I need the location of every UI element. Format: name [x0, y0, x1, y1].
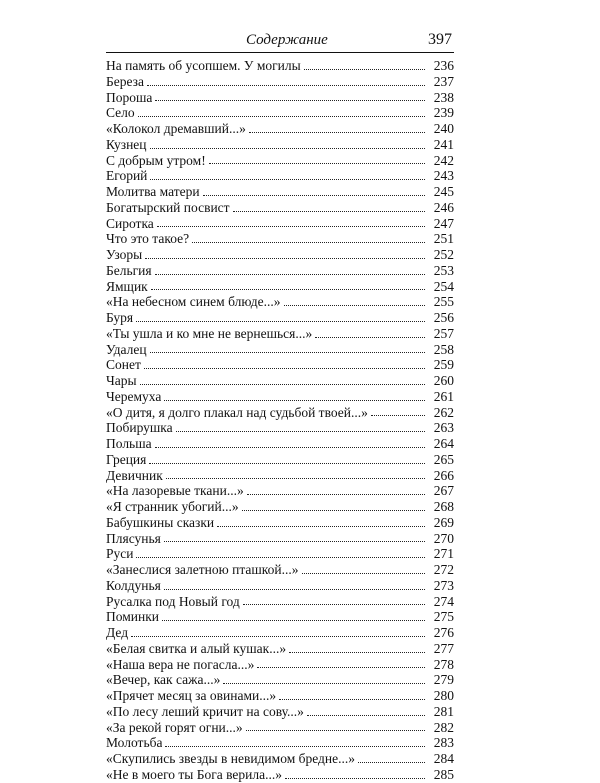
toc-dot-leader: [192, 242, 425, 243]
toc-entry-page: 276: [433, 625, 454, 640]
toc-entry-page: 251: [433, 231, 454, 247]
toc-entry-page: 242: [433, 152, 454, 168]
toc-dot-leader: [247, 494, 425, 495]
toc-dot-leader: [165, 746, 425, 747]
toc-entry-title: «Вечер, как сажа...»: [106, 672, 221, 688]
toc-dot-leader: [147, 85, 425, 86]
page-number: 397: [428, 31, 452, 48]
toc-entry-title: Поминки: [106, 609, 160, 625]
toc-dot-leader: [257, 667, 425, 668]
toc-entry-title: Узоры: [106, 247, 143, 262]
toc-entry: [106, 531, 454, 547]
toc-dot-leader: [203, 195, 425, 196]
toc-dot-leader: [151, 289, 425, 290]
toc-entry: [106, 389, 454, 405]
toc-entry: [106, 562, 454, 578]
toc-entry: [106, 688, 454, 704]
toc-entry: [106, 58, 454, 74]
toc-entry-title: Молотьба: [106, 735, 163, 751]
toc-entry-page: 260: [433, 373, 454, 388]
toc-entry-title: Богатырский посвист: [106, 199, 230, 215]
toc-entry-title: «Скупились звезды в невидимом бредне...»: [106, 751, 355, 766]
toc-entry: [106, 499, 454, 515]
toc-entry: [106, 483, 454, 499]
toc-entry: [106, 310, 454, 326]
toc-entry-title: Руси: [106, 546, 134, 562]
table-of-contents: [106, 58, 454, 783]
toc-dot-leader: [144, 368, 425, 369]
toc-entry-title: Кузнец: [106, 136, 147, 152]
toc-dot-leader: [217, 526, 425, 527]
toc-entry-page: 238: [433, 89, 454, 105]
toc-entry-title: Побирушка: [106, 420, 173, 436]
toc-entry: [106, 74, 454, 90]
toc-entry-title: «По лесу леший кричит на сову...»: [106, 703, 304, 719]
toc-dot-leader: [279, 699, 425, 700]
toc-dot-leader: [302, 573, 426, 574]
toc-entry-page: 268: [433, 499, 454, 514]
toc-entry-title: Плясунья: [106, 530, 161, 546]
toc-dot-leader: [246, 730, 425, 731]
toc-entry-title: Егорий: [106, 168, 148, 184]
toc-entry: [106, 326, 454, 342]
toc-entry-title: Береза: [106, 73, 144, 89]
toc-entry-title: «О дитя, я долго плакал над судьбой твоей...»: [106, 404, 368, 420]
toc-entry-title: Что это такое?: [106, 231, 190, 247]
toc-entry: [106, 231, 454, 247]
toc-entry-title: Русалка под Новый год: [106, 593, 240, 609]
toc-entry: [106, 184, 454, 200]
running-header-title: Содержание: [246, 32, 328, 48]
toc-dot-leader: [307, 715, 425, 716]
toc-entry-title: «Не в моего ты Бога верила...»: [106, 766, 283, 782]
toc-dot-leader: [285, 778, 425, 779]
toc-entry-page: 240: [433, 121, 454, 136]
toc-entry: [106, 672, 454, 688]
toc-dot-leader: [136, 321, 425, 322]
toc-entry-page: 280: [433, 688, 454, 703]
toc-dot-leader: [150, 179, 425, 180]
toc-entry: [106, 657, 454, 673]
toc-dot-leader: [284, 305, 426, 306]
toc-dot-leader: [304, 69, 425, 70]
toc-entry-title: «Ты ушла и ко мне не вернешься...»: [106, 325, 313, 341]
toc-dot-leader: [155, 100, 425, 101]
toc-entry-title: Ямщик: [106, 278, 148, 294]
toc-dot-leader: [233, 211, 425, 212]
toc-entry-page: 246: [433, 199, 454, 215]
toc-entry: [106, 594, 454, 610]
toc-entry-title: Чары: [106, 373, 137, 388]
toc-entry-title: Колдунья: [106, 577, 161, 593]
toc-entry-page: 256: [433, 310, 454, 325]
toc-entry-title: Девичник: [106, 467, 163, 483]
toc-dot-leader: [242, 510, 425, 511]
toc-entry-title: Буря: [106, 310, 134, 325]
toc-dot-leader: [249, 132, 425, 133]
toc-entry-page: 282: [433, 719, 454, 735]
toc-entry-title: Молитва матери: [106, 184, 200, 199]
toc-dot-leader: [157, 226, 425, 227]
toc-entry: [106, 704, 454, 720]
toc-entry-title: С добрым утром!: [106, 152, 206, 168]
toc-dot-leader: [150, 148, 425, 149]
running-header: [106, 30, 454, 53]
toc-entry: [106, 720, 454, 736]
toc-entry-title: «На лазоревые ткани...»: [106, 483, 244, 499]
toc-dot-leader: [140, 384, 425, 385]
toc-entry-page: 270: [433, 530, 454, 546]
toc-entry-page: 239: [433, 105, 454, 121]
toc-entry: [106, 641, 454, 657]
toc-entry-page: 254: [433, 278, 454, 294]
toc-dot-leader: [315, 337, 425, 338]
toc-entry: [106, 105, 454, 121]
toc-entry-title: Удалец: [106, 341, 147, 357]
toc-dot-leader: [155, 274, 425, 275]
toc-entry-page: 264: [433, 436, 454, 451]
toc-entry: [106, 436, 454, 452]
toc-entry-title: «Наша вера не погасла...»: [106, 656, 255, 672]
toc-dot-leader: [150, 352, 425, 353]
toc-entry: [106, 294, 454, 310]
toc-entry: [106, 405, 454, 421]
toc-entry-page: 265: [433, 451, 454, 467]
toc-dot-leader: [155, 447, 425, 448]
toc-entry: [106, 767, 454, 783]
toc-entry-title: Черемуха: [106, 388, 162, 404]
toc-dot-leader: [289, 652, 425, 653]
toc-dot-leader: [209, 163, 425, 164]
toc-entry-title: Греция: [106, 451, 147, 467]
toc-entry-page: 267: [433, 483, 454, 499]
toc-dot-leader: [358, 762, 425, 763]
toc-entry-title: Сиротка: [106, 215, 154, 231]
toc-entry-page: 258: [433, 341, 454, 357]
toc-dot-leader: [223, 683, 425, 684]
toc-entry: [106, 137, 454, 153]
toc-entry-page: 257: [433, 325, 454, 341]
toc-entry-page: 241: [433, 136, 454, 152]
toc-entry: [106, 216, 454, 232]
toc-entry: [106, 609, 454, 625]
toc-entry-page: 245: [433, 184, 454, 199]
toc-entry: [106, 452, 454, 468]
toc-entry-page: 278: [433, 656, 454, 672]
toc-entry-page: 283: [433, 735, 454, 751]
toc-dot-leader: [136, 557, 425, 558]
toc-entry-title: «Белая свитка и алый кушак...»: [106, 640, 287, 656]
toc-entry-title: «За рекой горят огни...»: [106, 719, 243, 735]
toc-entry: [106, 735, 454, 751]
toc-entry-title: Пороша: [106, 89, 153, 105]
toc-entry-page: 281: [433, 703, 454, 719]
toc-entry: [106, 357, 454, 373]
toc-entry: [106, 373, 454, 389]
toc-entry-page: 266: [433, 467, 454, 483]
toc-entry-title: Бельгия: [106, 262, 152, 278]
toc-dot-leader: [166, 478, 425, 479]
toc-entry-title: «Занеслися залетною пташкой...»: [106, 562, 299, 577]
toc-entry-page: 236: [433, 58, 454, 73]
toc-dot-leader: [149, 463, 425, 464]
toc-entry-title: Дед: [106, 625, 129, 640]
toc-entry-title: Бабушкины сказки: [106, 514, 215, 530]
toc-entry-page: 269: [433, 514, 454, 530]
toc-entry: [106, 625, 454, 641]
toc-entry: [106, 546, 454, 562]
toc-entry: [106, 578, 454, 594]
toc-entry-page: 262: [433, 404, 454, 420]
toc-dot-leader: [164, 400, 425, 401]
toc-entry-page: 243: [433, 168, 454, 184]
toc-entry-page: 247: [433, 215, 454, 231]
toc-entry: [106, 247, 454, 263]
toc-entry-title: Сонет: [106, 357, 141, 373]
toc-entry-page: 261: [433, 388, 454, 404]
toc-entry: [106, 121, 454, 137]
toc-entry-page: 255: [433, 294, 454, 310]
toc-entry-page: 275: [433, 609, 454, 625]
toc-entry-title: На память об усопшем. У могилы: [106, 58, 301, 73]
toc-entry: [106, 263, 454, 279]
toc-entry: [106, 468, 454, 484]
toc-entry: [106, 515, 454, 531]
toc-entry-title: Польша: [106, 436, 152, 451]
toc-entry-page: 285: [433, 766, 454, 782]
toc-dot-leader: [162, 620, 425, 621]
toc-entry-page: 263: [433, 420, 454, 436]
toc-entry-page: 252: [433, 247, 454, 262]
toc-entry-title: «Я странник убогий...»: [106, 499, 239, 514]
toc-dot-leader: [145, 258, 425, 259]
toc-entry-page: 274: [433, 593, 454, 609]
toc-entry: [106, 342, 454, 358]
toc-entry-page: 253: [433, 262, 454, 278]
toc-dot-leader: [371, 415, 425, 416]
toc-entry-title: «На небесном синем блюде...»: [106, 294, 281, 310]
toc-entry-title: «Колокол дремавший...»: [106, 121, 246, 136]
toc-entry-page: 273: [433, 577, 454, 593]
toc-dot-leader: [176, 431, 425, 432]
toc-entry-page: 284: [433, 751, 454, 766]
toc-dot-leader: [164, 541, 425, 542]
toc-entry: [106, 153, 454, 169]
toc-entry: [106, 751, 454, 767]
toc-entry: [106, 90, 454, 106]
toc-entry-page: 271: [433, 546, 454, 562]
toc-entry: [106, 168, 454, 184]
toc-entry-page: 279: [433, 672, 454, 688]
toc-entry-page: 259: [433, 357, 454, 373]
toc-dot-leader: [243, 604, 425, 605]
toc-entry-title: «Прячет месяц за овинами...»: [106, 688, 277, 703]
toc-dot-leader: [164, 589, 425, 590]
book-page: [106, 30, 454, 783]
toc-entry: [106, 279, 454, 295]
toc-entry-page: 272: [433, 562, 454, 577]
toc-entry: [106, 420, 454, 436]
toc-entry: [106, 200, 454, 216]
toc-entry-page: 277: [433, 640, 454, 656]
toc-dot-leader: [131, 636, 425, 637]
toc-entry-page: 237: [433, 73, 454, 89]
toc-dot-leader: [138, 116, 425, 117]
toc-entry-title: Село: [106, 105, 135, 121]
